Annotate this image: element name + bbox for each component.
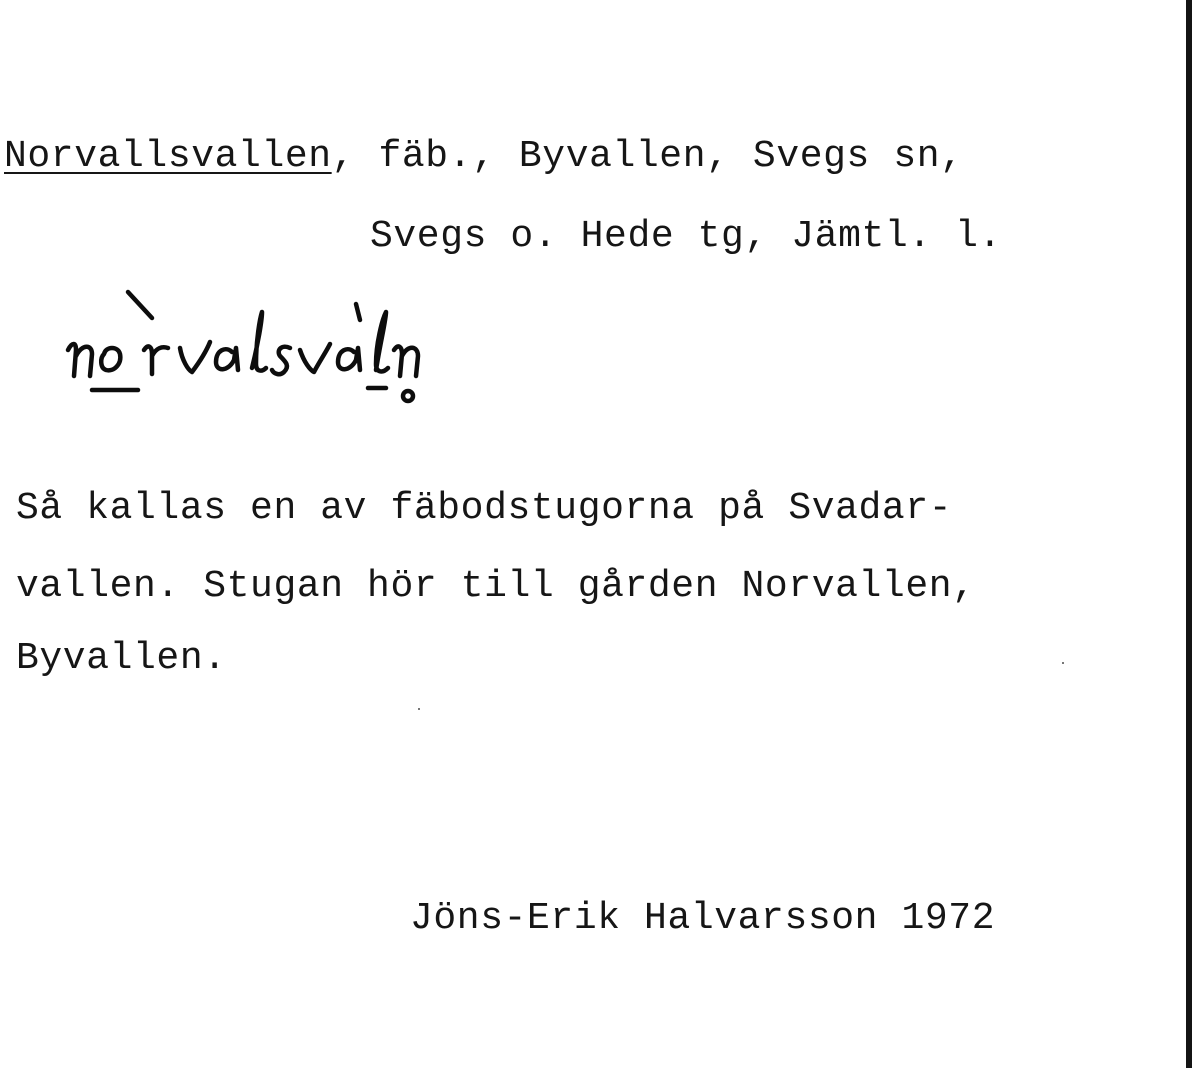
scan-speck [418, 708, 420, 710]
card-edge [1186, 0, 1192, 1068]
entry-header-line [4, 135, 964, 178]
description-line-2: vallen. Stugan hör till gården Norvallen, [16, 565, 976, 608]
handwritten-pronunciation [56, 284, 546, 414]
scan-speck [1062, 662, 1064, 664]
signature: Jöns-Erik Halvarsson 1972 [410, 897, 996, 940]
description-line-3: Byvallen. [16, 637, 227, 680]
location-line: Svegs o. Hede tg, Jämtl. l. [370, 215, 1002, 258]
headword: Norvallsvallen [4, 135, 332, 178]
header-details: , fäb., Byvallen, Svegs sn, [331, 135, 964, 178]
description-line-1: Så kallas en av fäbodstugorna på Svadar- [16, 487, 953, 530]
